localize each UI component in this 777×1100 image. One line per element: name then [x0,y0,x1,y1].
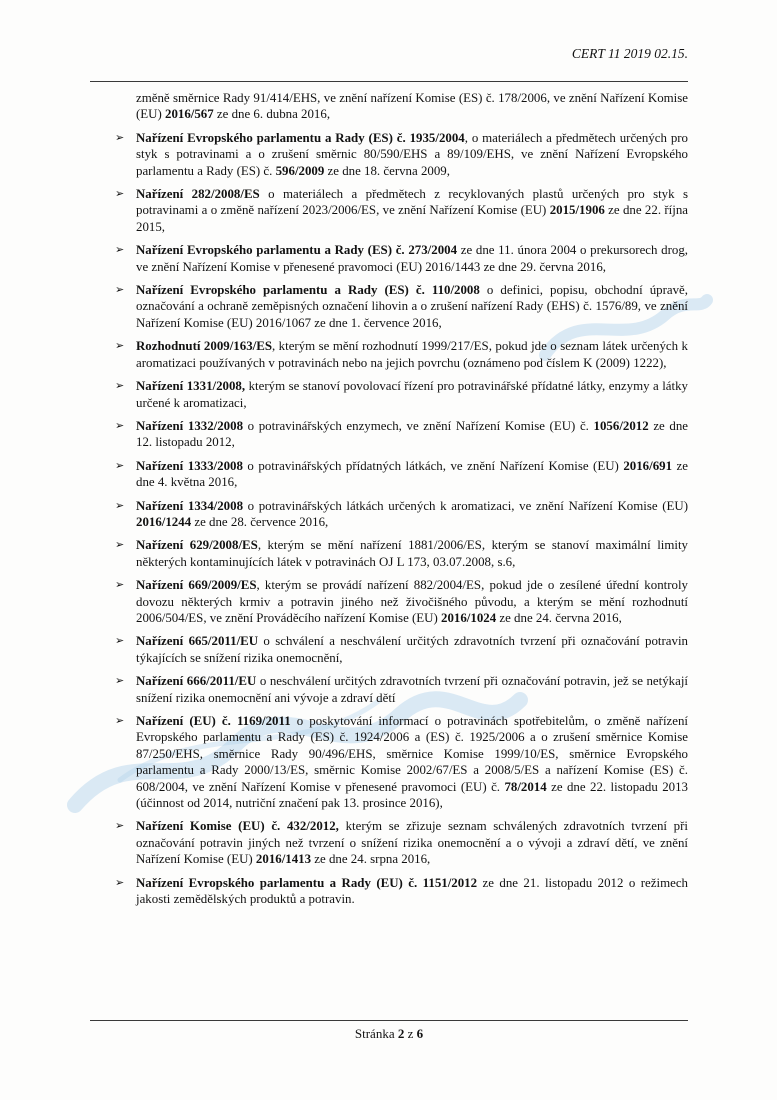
regulation-text: o definici, popisu, obchodní úpravě, označování a ochraně zeměpisných označení lihovin a o zrušení nařízení Rady (EHS) č. 1576/89, ve znění Nařízení Komise (EU) 2016/1067 ze dne 1. července 2016, [136,283,688,330]
regulation-text: , kterým se mění rozhodnutí 1999/217/ES, pokud jde o seznam látek určených k aromatizaci používaných v potravinách nebo na jejich povrchu (oznámeno pod číslem K (2009) 1222), [136,339,688,370]
footer-of: z [407,1026,414,1041]
regulation-reference: Nařízení 1333/2008 [136,458,243,473]
footer [90,1020,688,1042]
list-item-text [136,577,688,626]
regulation-reference: Nařízení 669/2009/ES [136,578,257,593]
regulation-text: kterým se stanoví povolovací řízení pro potravinářské přídatné látky, enzymy a látky určené k aromatizaci, [136,379,688,410]
list-item-text [136,282,688,331]
regulation-reference: 2015/1906 [549,203,605,218]
list-item [115,282,688,331]
list-item [115,458,688,491]
page-number [90,1021,688,1042]
regulation-reference: 2016/1413 [255,852,312,867]
regulation-text: , kterým se provádí nařízení 882/2004/ES, pokud jde o zesílené úřední kontroly dovozu některých krmiv a potravin jiného než živočišného původu, a kterým se mění rozhodnutí 2006/504/ES, ve znění Prováděcího nařízení Komise (EU) [136,578,688,625]
arrow-bullet-icon: ➢ [115,499,125,512]
regulation-reference: 78/2014 [504,779,547,794]
list-item [115,633,688,666]
list-item [115,338,688,371]
regulation-reference: Nařízení (EU) č. 1169/2011 [136,714,291,728]
list-item [115,186,688,235]
arrow-bullet-icon: ➢ [115,539,125,552]
header [90,46,688,62]
arrow-bullet-icon: ➢ [115,244,125,257]
regulation-text: ze dne 28. července 2016, [191,514,329,529]
list-item-text [136,498,688,531]
regulation-text: změně směrnice Rady 91/414/EHS, ve znění nařízení Komise (ES) č. 178/2006, ve znění Nařízení Komise (EU) [136,91,688,122]
regulation-reference: Nařízení 666/2011/EU [136,674,257,689]
regulation-text: , o materiálech a předmětech určených pro styk s potravinami a o zrušení směrnic 80/590/EHS a 89/109/EHS, ve znění Nařízení Evropského parlamentu a Rady (ES) č. [136,130,688,178]
regulation-text: o materiálech a předmětech z recyklovaných plastů určených pro styk s potravinami a o změně nařízení 2023/2006/ES, ve znění Nařízení Komise (EU) [136,187,688,218]
regulation-text: o poskytování informací o potravinách spotřebitelům, o změně nařízení Evropského parlamentu a Rady (ES) č. 1924/2006 a (ES) č. 1925/2006 a o zrušení směrnice Komise 87/250/EHS, směrnice Rady 90/496/EHS, směrnice Komise 1999/10/ES, směrnice Evropského parlamentu a Rady 2000/13/ES, směrnic Komise 2002/67/ES a 2008/5/ES a nařízení Komise (ES) č. 608/2004, ve znění Nařízení Komise v přenesené pravomoci (EU) č. [136,714,688,794]
arrow-bullet-icon: ➢ [115,131,125,144]
regulation-text: ze dne 24. června 2016, [496,610,622,625]
arrow-bullet-icon: ➢ [115,340,125,353]
list-item [115,713,688,811]
regulation-text: o potravinářských látkách určených k aromatizaci, ve znění Nařízení Komise (EU) [243,498,688,513]
regulation-reference: Nařízení 1331/2008, [136,379,246,394]
regulation-text: o potravinářských přídatných látkách, ve znění Nařízení Komise (EU) [242,458,624,473]
regulation-reference: 2016/567 [165,107,214,122]
regulation-text: ze dne 22. listopadu 2013 (účinnost od 2014, nutriční značení pak 13. prosince 2016), [136,779,688,811]
list-item [115,818,688,867]
header-divider [90,81,688,82]
arrow-bullet-icon: ➢ [115,459,125,472]
regulation-reference: 2016/1024 [441,610,497,625]
list-item [115,875,688,908]
list-item-text [136,378,688,411]
regulation-reference: Nařízení 1332/2008 [136,418,244,433]
regulation-reference: 2016/1244 [136,514,192,529]
list-item [115,130,688,179]
intro-paragraph [136,90,688,123]
list-item [115,242,688,275]
list-item [115,418,688,451]
regulation-reference: Nařízení Evropského parlamentu a Rady (ES) č. 110/2008 [136,283,480,298]
regulation-reference: Nařízení Komise (EU) č. 432/2012, [136,819,339,834]
list-item [115,673,688,706]
content [90,90,688,1016]
footer-label: Stránka [354,1026,395,1041]
list-item-text [136,458,688,491]
regulation-list [90,130,688,908]
list-item-text [136,633,688,666]
regulation-reference: Nařízení 282/2008/ES [136,187,260,202]
arrow-bullet-icon: ➢ [115,675,125,688]
regulation-text: ze dne 6. dubna 2016, [213,107,331,122]
arrow-bullet-icon: ➢ [115,419,125,432]
list-item-text [136,673,688,706]
regulation-text: ze dne 11. února 2004 o prekursorech drog, ve znění Nařízení Komise v přenesené pravomoci (EU) 2016/1443 ze dne 29. června 2016, [136,243,688,274]
regulation-reference: Nařízení Evropského parlamentu a Rady (ES) č. 273/2004 [136,243,458,258]
regulation-reference: 2016/691 [623,458,673,473]
document-code: CERT 11 2019 02.15. [571,46,688,61]
regulation-text: ze dne 22. října 2015, [136,203,688,234]
regulation-reference: Nařízení 665/2011/EU [136,634,259,649]
list-item-text [136,418,688,451]
regulation-text: ze dne 18. června 2009, [324,163,450,178]
arrow-bullet-icon: ➢ [115,380,125,393]
regulation-text: , kterým se mění nařízení 1881/2006/ES, kterým se stanoví maximální limity některých kontaminujících látek v potravinách OJ L 173, 03.07.2008, s.6, [136,538,688,569]
regulation-reference: 1056/2012 [593,418,649,433]
arrow-bullet-icon: ➢ [115,284,125,297]
regulation-reference: Nařízení 629/2008/ES [136,538,258,553]
regulation-reference: Nařízení Evropského parlamentu a Rady (EU) č. 1151/2012 [136,875,478,890]
arrow-bullet-icon: ➢ [115,876,125,889]
regulation-text: kterým se zřizuje seznam schválených zdravotních tvrzení při označování potravin jiných než tvrzení o snížení rizika onemocnění a o vývoji a zdraví dětí, ve znění Nařízení Komise (EU) [136,819,688,867]
regulation-text: o neschválení určitých zdravotních tvrzení při označování potravin, jež se netýkají snížení rizika onemocnění ani vývoje a zdraví dětí [136,674,688,705]
list-item-text [136,130,688,179]
regulation-text: o schválení a neschválení určitých zdravotních tvrzení při označování potravin týkajících se snížení rizika onemocnění, [136,634,688,665]
list-item [115,498,688,531]
list-item-text [136,875,688,908]
arrow-bullet-icon: ➢ [115,715,125,727]
list-item-text [136,242,688,275]
regulation-text: ze dne 4. května 2016, [136,458,688,490]
footer-page-current: 2 [397,1026,405,1041]
list-item [115,537,688,570]
list-item-text [136,537,688,570]
regulation-text: ze dne 21. listopadu 2012 o režimech jakosti zemědělských produktů a potravin. [136,875,688,907]
regulation-reference: 596/2009 [275,163,325,178]
list-item-text [136,818,688,867]
arrow-bullet-icon: ➢ [115,579,125,592]
list-item [115,577,688,626]
regulation-text: o potravinářských enzymech, ve znění Nařízení Komise (EU) č. [243,418,594,433]
footer-page-total: 6 [416,1026,424,1041]
list-item-text [136,338,688,371]
list-item [115,378,688,411]
arrow-bullet-icon: ➢ [115,820,125,833]
list-item-text [136,713,688,811]
regulation-reference: Rozhodnutí 2009/163/ES [136,339,272,354]
regulation-text: ze dne 24. srpna 2016, [311,852,431,867]
arrow-bullet-icon: ➢ [115,188,125,201]
regulation-reference: Nařízení 1334/2008 [136,498,244,513]
regulation-text: ze dne 12. listopadu 2012, [136,418,688,450]
arrow-bullet-icon: ➢ [115,635,125,648]
regulation-reference: Nařízení Evropského parlamentu a Rady (ES) č. 1935/2004 [136,130,465,145]
list-item-text [136,186,688,235]
